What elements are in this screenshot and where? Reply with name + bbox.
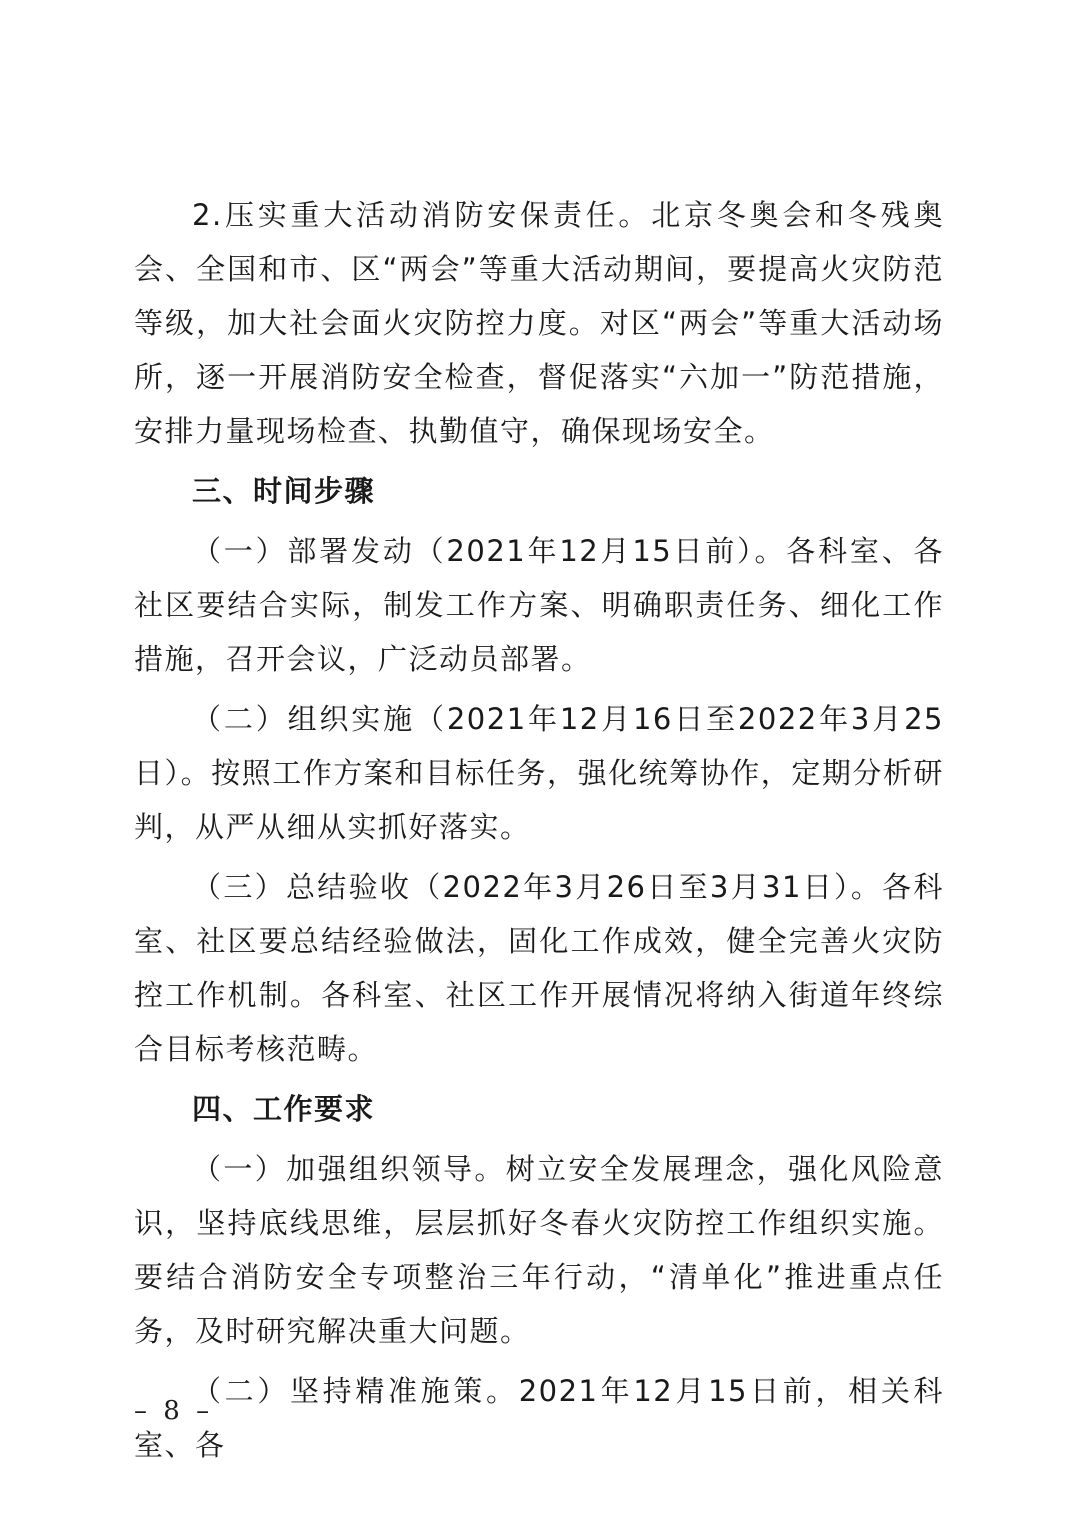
paragraph-deployment: （一）部署发动（2021年12月15日前）。各科室、各社区要结合实际，制发工作方案、明确职责任务、细化工作措施，召开会议，广泛动员部署。 xyxy=(134,534,944,676)
document-body xyxy=(134,188,944,1472)
paragraph-major-event-security: 2.压实重大活动消防安保责任。北京冬奥会和冬残奥会、全国和市、区“两会”等重大活动期间，要提高火灾防范等级，加大社会面火灾防控力度。对区“两会”等重大活动场所，逐一开展消防安全检查，督促落实“六加一”防范措施，安排力量现场检查、执勤值守，确保现场安全。 xyxy=(134,198,944,448)
section-heading-time-steps: 三、时间步骤 xyxy=(192,474,376,508)
section-heading-work-requirements: 四、工作要求 xyxy=(192,1092,376,1126)
paragraph-organization-leadership: （一）加强组织领导。树立安全发展理念，强化风险意识，坚持底线思维，层层抓好冬春火灾防控工作组织实施。要结合消防安全专项整治三年行动，“清单化”推进重点任务，及时研究解决重大问题。 xyxy=(134,1152,944,1348)
paragraph-precise-measures: （二）坚持精准施策。2021年12月15日前，相关科室、各 xyxy=(134,1374,944,1462)
page-number: – 8 – xyxy=(134,1396,214,1426)
paragraph-summary-acceptance: （三）总结验收（2022年3月26日至3月31日）。各科室、社区要总结经验做法，固化工作成效，健全完善火灾防控工作机制。各科室、社区工作开展情况将纳入街道年终综合目标考核范畴。 xyxy=(134,870,944,1066)
paragraph-implementation: （二）组织实施（2021年12月16日至2022年3月25日）。按照工作方案和目标任务，强化统筹协作，定期分析研判，从严从细从实抓好落实。 xyxy=(134,702,944,844)
